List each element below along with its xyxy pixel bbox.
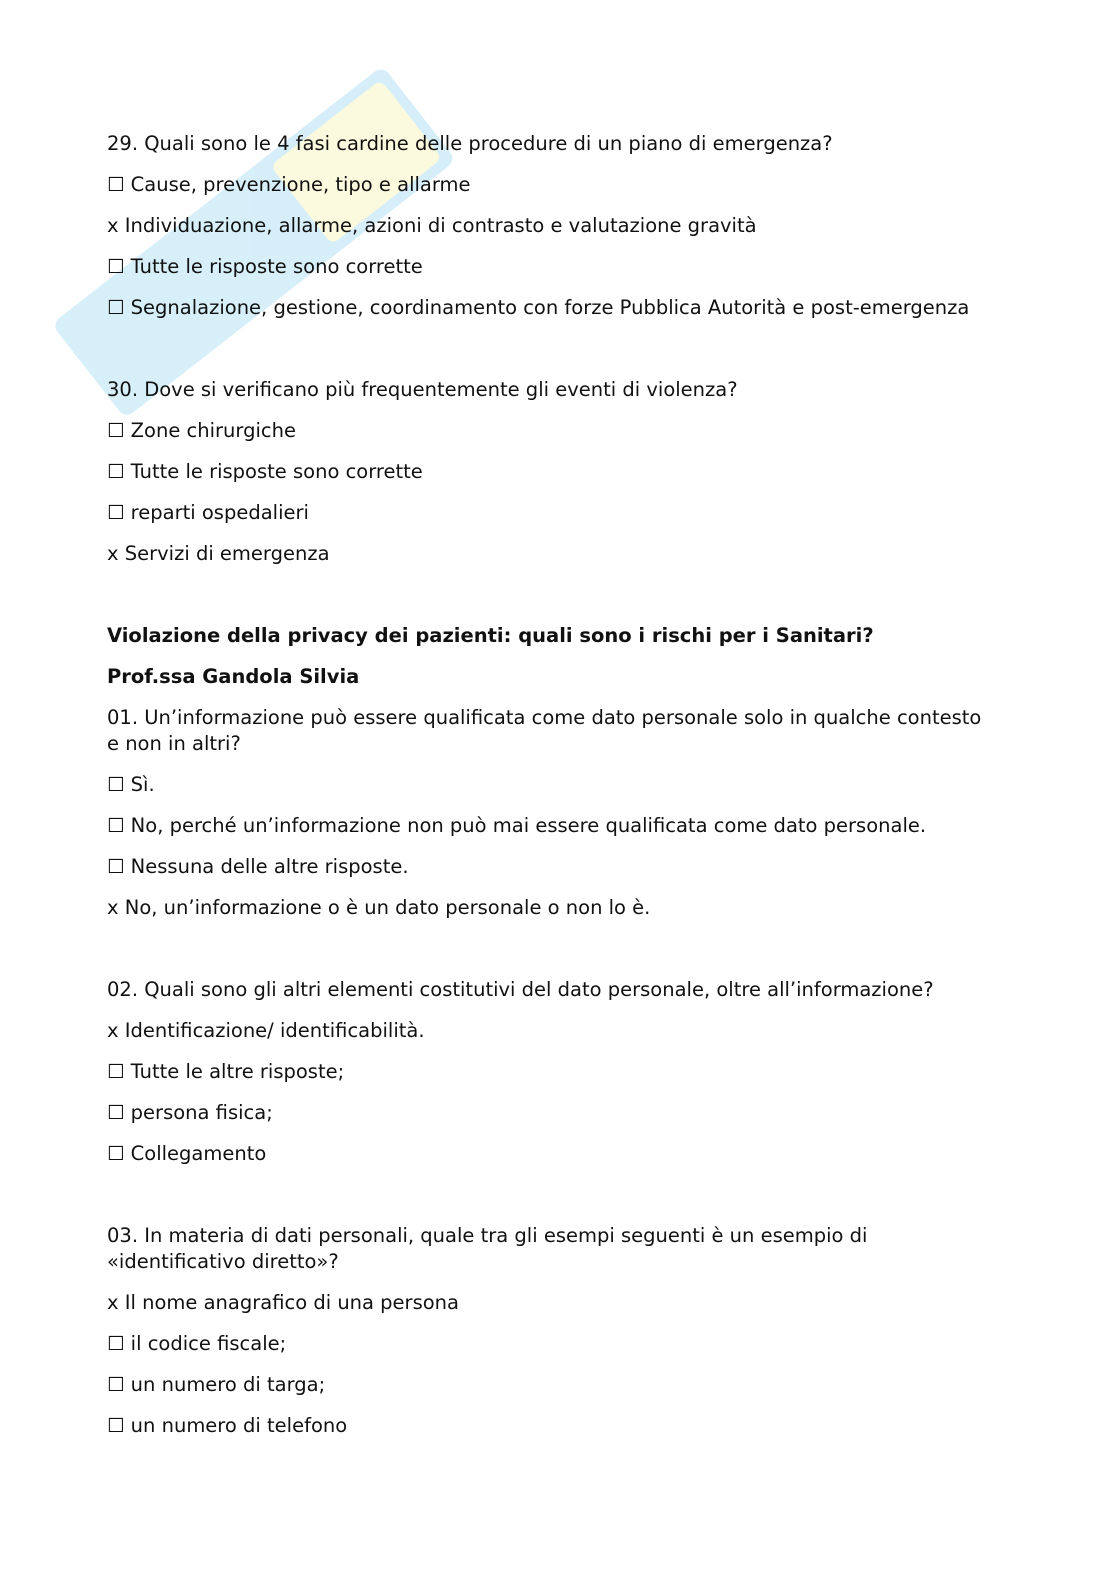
answer-option: ☐ Zone chirurgiche (107, 419, 296, 442)
question-02 (107, 977, 997, 1167)
answer-option-correct: x Identificazione/ identificabilità. (107, 1019, 425, 1042)
answer-option: ☐ Collegamento (107, 1142, 267, 1165)
question-text: 02. Quali sono gli altri elementi costitutivi del dato personale, oltre all’informazione? (107, 978, 934, 1001)
answer-option: ☐ persona fisica; (107, 1101, 273, 1124)
spacer (107, 936, 997, 977)
section-header (107, 623, 997, 690)
answer-option: ☐ Tutte le risposte sono corrette (107, 255, 423, 278)
spacer (107, 336, 997, 377)
answer-option-correct: x Servizi di emergenza (107, 542, 330, 565)
answer-option: ☐ reparti ospedalieri (107, 501, 309, 524)
spacer (107, 582, 997, 623)
question-01 (107, 705, 997, 921)
section-title: Violazione della privacy dei pazienti: quali sono i rischi per i Sanitari? (107, 624, 874, 647)
question-text: 03. In materia di dati personali, quale tra gli esempi seguenti è un esempio di «identificativo diretto»? (107, 1224, 868, 1273)
question-29 (107, 131, 997, 321)
answer-option: ☐ Sì. (107, 773, 155, 796)
answer-option: ☐ un numero di targa; (107, 1373, 326, 1396)
document-body (107, 131, 997, 1454)
answer-option: ☐ Tutte le altre risposte; (107, 1060, 345, 1083)
answer-option: ☐ Segnalazione, gestione, coordinamento con forze Pubblica Autorità e post-emergenza (107, 296, 970, 319)
answer-option-correct: x Individuazione, allarme, azioni di contrasto e valutazione gravità (107, 214, 757, 237)
answer-option: ☐ Cause, prevenzione, tipo e allarme (107, 173, 471, 196)
answer-option-correct: x No, un’informazione o è un dato personale o non lo è. (107, 896, 651, 919)
answer-option-correct: x Il nome anagrafico di una persona (107, 1291, 459, 1314)
answer-option: ☐ un numero di telefono (107, 1414, 348, 1437)
answer-option: ☐ il codice fiscale; (107, 1332, 287, 1355)
answer-option: ☐ No, perché un’informazione non può mai essere qualificata come dato personale. (107, 814, 927, 837)
spacer (107, 1182, 997, 1223)
question-text: 30. Dove si verificano più frequentemente gli eventi di violenza? (107, 378, 738, 401)
question-03 (107, 1223, 997, 1439)
answer-option: ☐ Nessuna delle altre risposte. (107, 855, 409, 878)
question-text: 29. Quali sono le 4 fasi cardine delle procedure di un piano di emergenza? (107, 132, 833, 155)
answer-option: ☐ Tutte le risposte sono corrette (107, 460, 423, 483)
question-text: 01. Un’informazione può essere qualificata come dato personale solo in qualche contesto e non in altri? (107, 706, 982, 755)
section-author: Prof.ssa Gandola Silvia (107, 665, 360, 688)
question-30 (107, 377, 997, 567)
